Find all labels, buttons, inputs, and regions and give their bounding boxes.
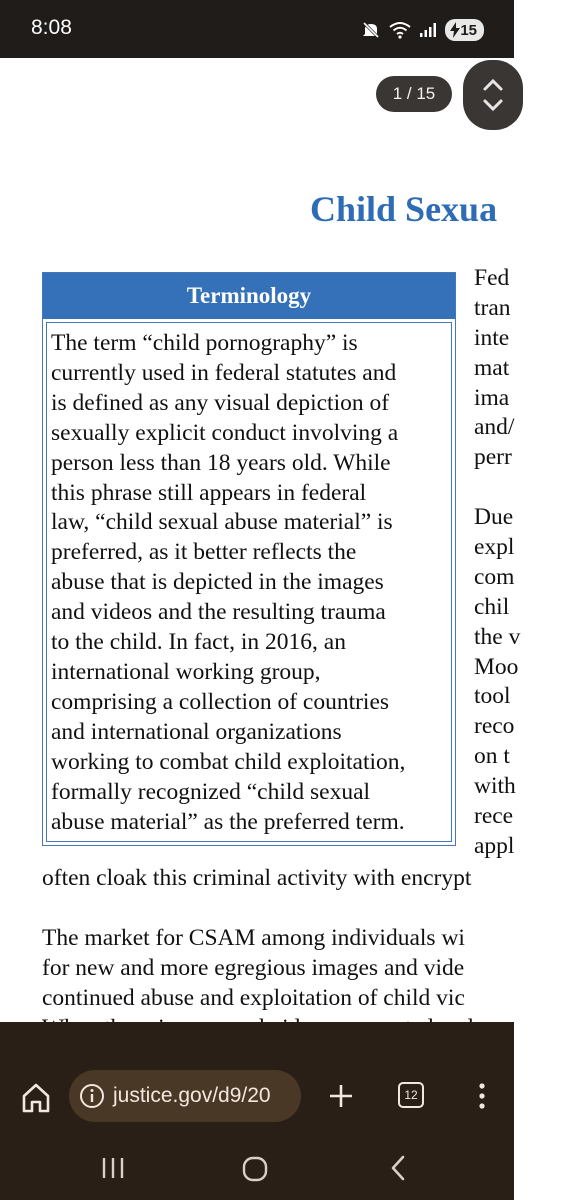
- wifi-icon: [389, 21, 411, 39]
- text-line: rece: [474, 803, 514, 830]
- battery-level: 15: [460, 21, 477, 39]
- text-line: Due: [474, 504, 514, 531]
- text-line: working to combat child exploitation,: [51, 748, 406, 775]
- battery-indicator: [445, 19, 484, 41]
- text-line: abuse that is depicted in the images: [51, 569, 384, 596]
- site-info-icon[interactable]: [79, 1083, 105, 1109]
- text-line: and international organizations: [51, 718, 342, 745]
- text-line: chil: [474, 593, 510, 620]
- text-line: currently used in federal statutes and: [51, 359, 397, 386]
- text-line: with: [474, 773, 516, 800]
- body-text: [42, 864, 562, 1043]
- text-line: preferred, as it better reflects the: [51, 539, 357, 566]
- fast-scroll-button[interactable]: [463, 60, 523, 130]
- mute-icon: [361, 20, 381, 40]
- text-line: sexually explicit conduct involving a: [51, 419, 399, 446]
- recent-apps-icon[interactable]: [100, 1156, 126, 1180]
- address-bar[interactable]: [69, 1070, 301, 1122]
- pdf-viewport[interactable]: [0, 58, 521, 1022]
- status-time: 8:08: [31, 16, 72, 39]
- paragraph-gap: [474, 473, 534, 503]
- text-line: on t: [474, 743, 510, 770]
- text-line: reco: [474, 713, 515, 740]
- text-line: tool: [474, 683, 511, 710]
- tab-switcher-button[interactable]: 12: [398, 1082, 424, 1108]
- chevron-up-down-icon: [481, 75, 505, 115]
- text-line: person less than 18 years old. While: [51, 449, 391, 476]
- text-line: for new and more egregious images and vide: [42, 954, 465, 981]
- text-line: inte: [474, 324, 510, 351]
- text-line: mat: [474, 354, 510, 381]
- text-line: and/: [474, 414, 515, 441]
- text-line: continued abuse and exploitation of child vic: [42, 984, 465, 1011]
- text-line: abuse material” as the preferred term.: [51, 808, 405, 835]
- text-line: formally recognized “child sexual: [51, 778, 371, 805]
- home-icon[interactable]: [20, 1080, 52, 1116]
- page-indicator: 1 / 15: [376, 76, 452, 112]
- charging-bolt-icon: [450, 22, 460, 38]
- text-line: tran: [474, 294, 511, 321]
- new-tab-plus-icon[interactable]: [325, 1080, 357, 1112]
- text-line: com: [474, 563, 515, 590]
- text-line: The market for CSAM among individuals wi: [42, 924, 465, 951]
- text-line: and videos and the resulting trauma: [51, 599, 386, 626]
- more-options-icon[interactable]: [470, 1080, 494, 1112]
- document-title: Child Sexua: [310, 189, 498, 229]
- text-line: to the child. In fact, in 2016, an: [51, 629, 346, 656]
- text-line: is defined as any visual depiction of: [51, 389, 390, 416]
- text-line: Fed: [474, 265, 510, 291]
- paragraph-gap: [42, 894, 562, 924]
- home-circle-icon[interactable]: [241, 1155, 269, 1183]
- url-text[interactable]: justice.gov/d9/20: [113, 1084, 271, 1107]
- text-line: The term “child pornography” is: [51, 330, 358, 356]
- terminology-heading: Terminology: [43, 273, 455, 319]
- right-column-text: [474, 264, 534, 862]
- system-navigation-bar: [0, 1134, 514, 1200]
- signal-icon: [419, 22, 437, 38]
- text-line: ima: [474, 384, 510, 411]
- browser-toolbar: [0, 1022, 514, 1134]
- text-line: comprising a collection of countries: [51, 688, 390, 715]
- text-line: Moo: [474, 653, 519, 680]
- text-line: expl: [474, 534, 515, 561]
- status-icons: [361, 18, 484, 42]
- back-icon[interactable]: [388, 1154, 408, 1182]
- text-line: often cloak this criminal activity with encrypt: [42, 865, 472, 891]
- text-line: appl: [474, 832, 515, 859]
- text-line: the v: [474, 623, 521, 650]
- text-line: perr: [474, 444, 512, 471]
- text-line: law, “child sexual abuse material” is: [51, 509, 393, 536]
- status-bar: [0, 0, 514, 58]
- text-line: international working group,: [51, 658, 321, 685]
- text-line: this phrase still appears in federal: [51, 479, 367, 506]
- terminology-text: [51, 329, 471, 837]
